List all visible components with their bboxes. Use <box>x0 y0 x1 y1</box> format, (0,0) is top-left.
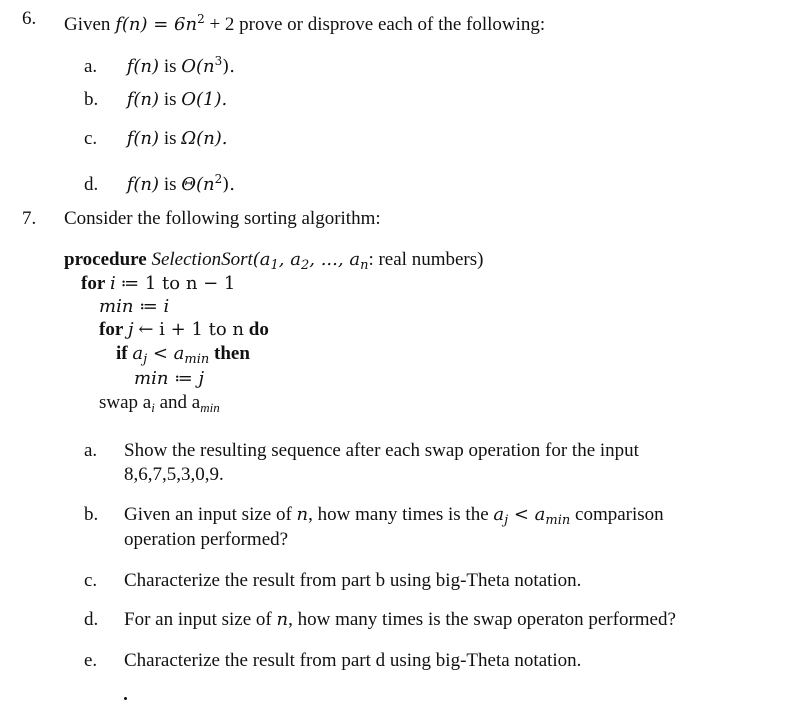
q6-intro: Given <box>64 14 111 35</box>
q7-item-a-letter: a. <box>84 440 98 461</box>
q7-number: 7. <box>22 208 37 229</box>
q6-item-c: c. f(n) is Ω(n). <box>84 128 228 149</box>
code-for-i-line: for i ≔ 1 to n − 1 <box>81 273 236 294</box>
code-min-assign-line: min ≔ i <box>99 296 170 317</box>
item-letter: c. <box>84 128 98 149</box>
q6-item-b: b. f(n) is O(1). <box>84 89 228 110</box>
item-letter: d. <box>84 174 99 195</box>
stray-dot <box>124 697 127 700</box>
q7-item-d-letter: d. <box>84 609 99 630</box>
code-procedure-line: procedure $SelectionSort(a_1$, $a_2$, ..., $a_n$: real numbers) <box>64 249 484 273</box>
code-swap-line: swap $a_i$ and $a_{min}$ <box>99 392 220 415</box>
code-for-j-line: for j ← i + 1 to n do <box>99 319 269 340</box>
q7-intro: Consider the following sorting algorithm: <box>64 208 381 229</box>
code-min-assign2-line: min ≔ j <box>134 368 205 389</box>
item-letter: b. <box>84 89 99 110</box>
q7-item-c-line1: Characterize the result from part b using big-Theta notation. <box>124 570 582 591</box>
code-if-line: if $a_j < a_{min}$ then <box>116 343 250 367</box>
q7-item-b-letter: b. <box>84 504 99 525</box>
q7-item-a-line2: 8,6,7,5,3,0,9. <box>124 464 224 485</box>
q7-item-e-line1: Characterize the result from part d using big-Theta notation. <box>124 650 582 671</box>
q7-item-b-line2: operation performed? <box>124 529 289 550</box>
q6-item-d: d. f(n) is $\Theta(n^2)$. <box>84 172 236 195</box>
q7-item-c-letter: c. <box>84 570 98 591</box>
q6-item-a: a. f(n) is $O(n^3)$. <box>84 54 236 77</box>
item-letter: a. <box>84 56 98 77</box>
q7-item-e-letter: e. <box>84 650 98 671</box>
q7-item-d-line1: For an input size of n, how many times is the swap operaton performed? <box>124 609 676 630</box>
q7-item-b-line1: Given an input size of n, how many times is the $a_j < a_{min}$ comparison <box>124 504 664 528</box>
q7-item-a-line1: Show the resulting sequence after each swap operation for the input <box>124 440 639 461</box>
q6-tail: + 2 prove or disprove each of the following: <box>209 14 546 35</box>
q6-function: $f(n) = 6n^2$ <box>115 12 205 35</box>
q6-number: 6. <box>22 8 37 29</box>
q6-prompt <box>64 8 545 36</box>
